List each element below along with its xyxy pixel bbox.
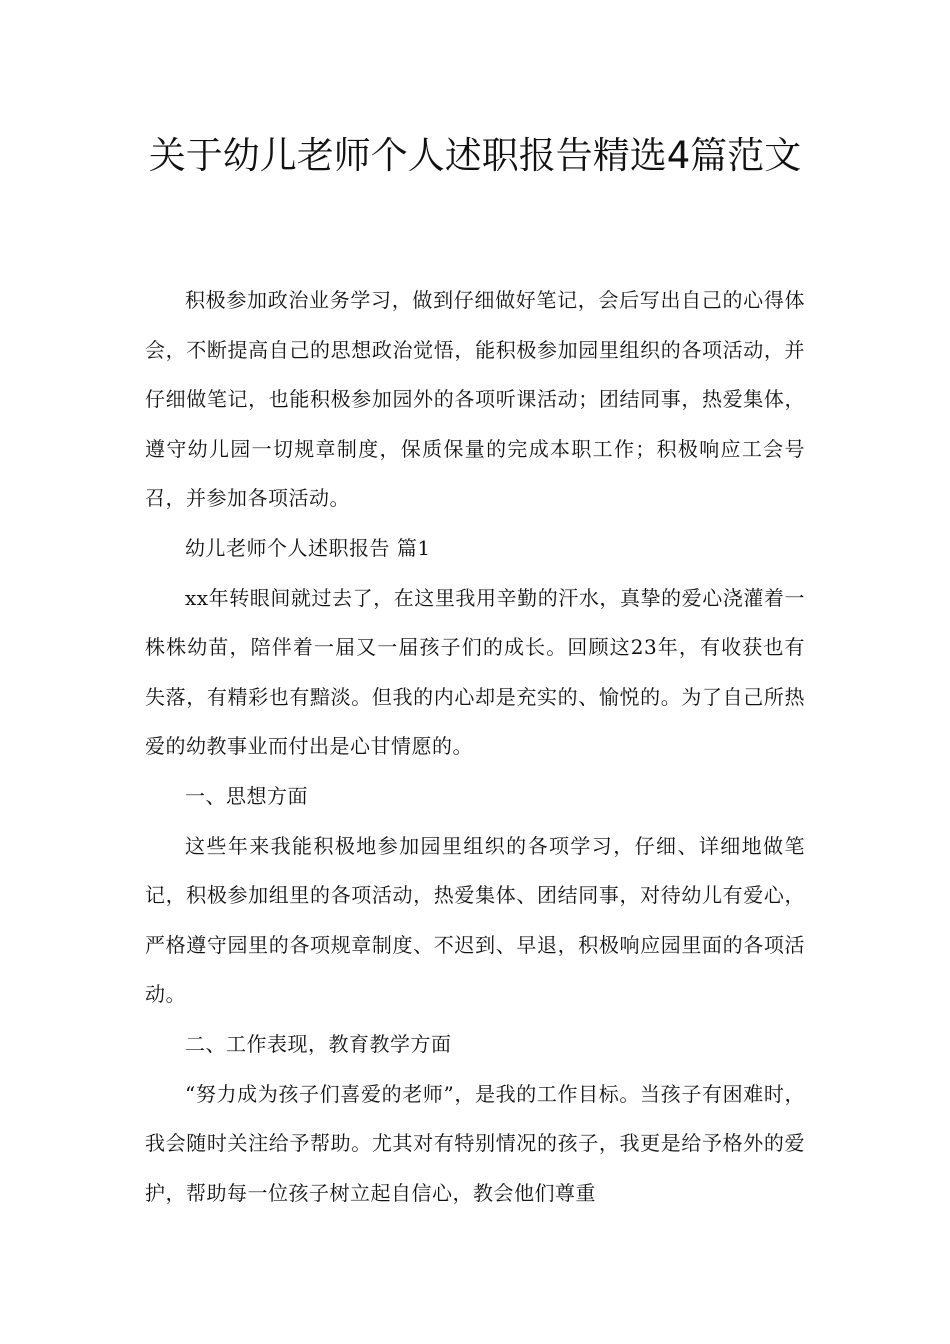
section-heading-thought: 一、思想方面 bbox=[185, 783, 308, 808]
section-heading-work: 二、工作表现，教育教学方面 bbox=[185, 1031, 452, 1056]
paragraph-thought: 这些年来我能积极地参加园里组织的各项学习，仔细、详细地做笔记，积极参加组里的各项活动，热爱集体、团结同事，对待幼儿有爱心，严格遵守园里的各项规章制度、不迟到、早退，积极响应园里面的各项活动。 bbox=[145, 833, 805, 1007]
paragraph-intro: 积极参加政治业务学习，做到仔细做好笔记，会后写出自己的心得体会，不断提高自己的思想政治觉悟，能积极参加园里组织的各项活动，并仔细做笔记，也能积极参加园外的各项听课活动；团结同事，热爱集体，遵守幼儿园一切规章制度，保质保量的完成本职工作；积极响应工会号召，并参加各项活动。 bbox=[145, 288, 805, 511]
document-title: 关于幼儿老师个人述职报告精选4篇范文 bbox=[148, 134, 802, 177]
section-heading-part-1: 幼儿老师个人述职报告 篇1 bbox=[185, 535, 431, 560]
paragraph-review: xx年转眼间就过去了，在这里我用辛勤的汗水，真挚的爱心浇灌着一株株幼苗，陪伴着一届又一届孩子们的成长。回顾这23年，有收获也有失落，有精彩也有黯淡。但我的内心却是充实的、愉悦的。为了自己所热爱的幼教事业而付出是心甘情愿的。 bbox=[145, 585, 805, 759]
paragraph-work: “努力成为孩子们喜爱的老师”，是我的工作目标。当孩子有困难时，我会随时关注给予帮助。尤其对有特别情况的孩子，我更是给予格外的爱护，帮助每一位孩子树立起自信心，教会他们尊重 bbox=[145, 1081, 805, 1205]
document-body bbox=[145, 276, 805, 1218]
